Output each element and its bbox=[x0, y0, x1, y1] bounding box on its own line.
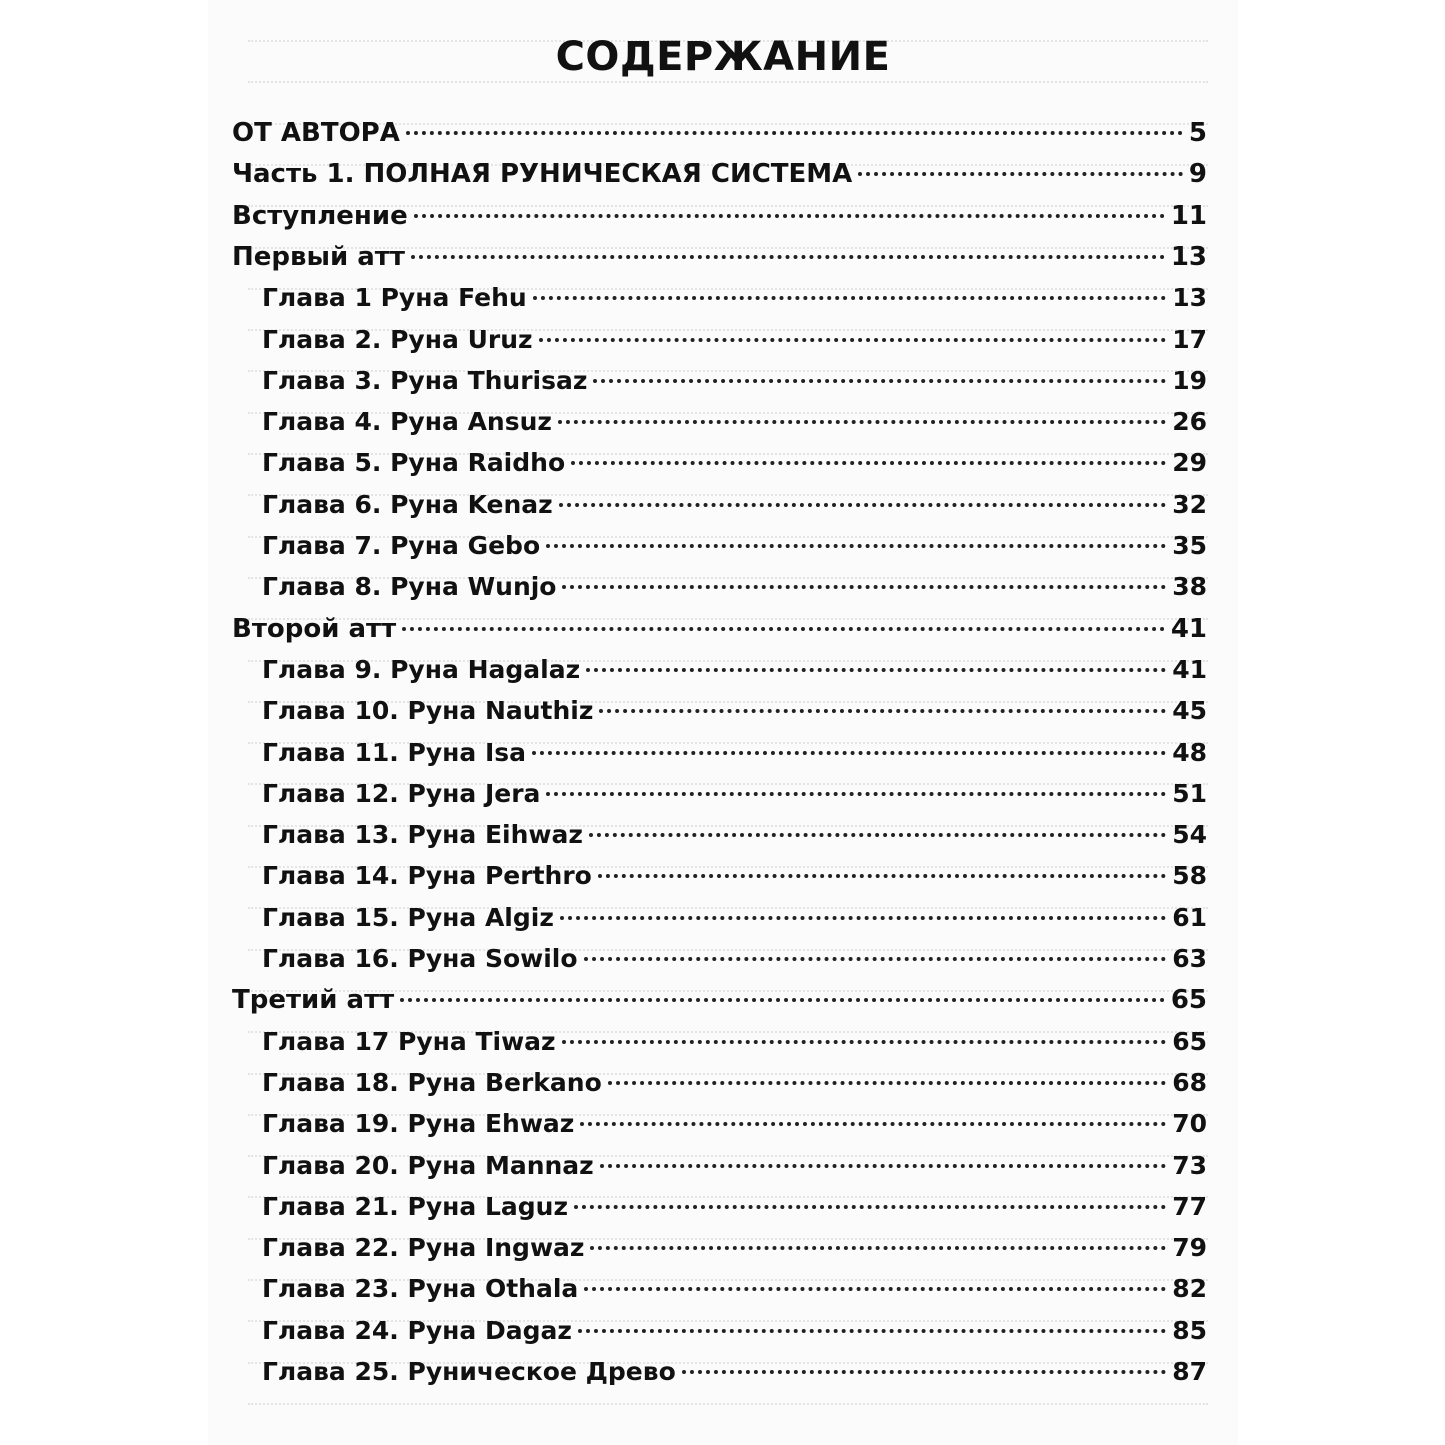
toc-entry-label: Глава 13. Руна Eihwaz bbox=[262, 820, 583, 850]
book-page bbox=[208, 0, 1238, 1445]
dot-leader bbox=[532, 751, 1166, 755]
toc-page-number: 45 bbox=[1172, 696, 1207, 726]
toc-page-number: 19 bbox=[1172, 365, 1207, 395]
toc-chapter bbox=[262, 1027, 1207, 1067]
dot-leader bbox=[539, 338, 1167, 342]
toc-page-number: 61 bbox=[1172, 902, 1207, 932]
toc-entry-label: Глава 12. Руна Jera bbox=[262, 778, 541, 808]
toc-page-number: 26 bbox=[1172, 407, 1207, 437]
dot-leader bbox=[608, 1081, 1166, 1085]
dot-leader bbox=[858, 172, 1183, 176]
dot-leader bbox=[682, 1370, 1166, 1374]
toc-entry-label: Глава 6. Руна Kenaz bbox=[262, 489, 553, 519]
toc-page-number: 63 bbox=[1172, 944, 1207, 973]
dot-leader bbox=[598, 874, 1166, 878]
toc-chapter bbox=[262, 1357, 1207, 1397]
dot-leader bbox=[546, 792, 1166, 796]
toc-chapter bbox=[262, 655, 1207, 695]
page-title: СОДЕРЖАНИЕ bbox=[555, 34, 891, 80]
dot-leader bbox=[590, 1246, 1166, 1250]
toc-chapter bbox=[262, 531, 1207, 571]
toc-page-number: 13 bbox=[1170, 241, 1207, 272]
toc-chapter bbox=[262, 325, 1207, 365]
toc-page-number: 65 bbox=[1170, 985, 1207, 1016]
toc-chapter bbox=[262, 1151, 1207, 1191]
toc-chapter bbox=[262, 1109, 1207, 1149]
dot-leader bbox=[400, 998, 1165, 1002]
toc-entry-label: Глава 3. Руна Thurisaz bbox=[262, 365, 588, 395]
toc-entry-label: Глава 21. Руна Laguz bbox=[262, 1191, 569, 1221]
toc-chapter bbox=[262, 944, 1207, 984]
dot-leader bbox=[584, 957, 1167, 961]
toc-page-number: 5 bbox=[1188, 118, 1207, 148]
dot-leader bbox=[593, 379, 1166, 383]
toc-page-number: 65 bbox=[1172, 1026, 1207, 1056]
dot-leader bbox=[571, 461, 1166, 465]
toc-page-number: 41 bbox=[1170, 613, 1207, 644]
toc-entry-label: Вступление bbox=[232, 200, 408, 231]
toc-chapter bbox=[262, 696, 1207, 736]
toc-entry-label: Глава 10. Руна Nauthiz bbox=[262, 696, 594, 726]
toc-entry-label: Глава 15. Руна Algiz bbox=[262, 902, 554, 932]
toc-page-number: 48 bbox=[1172, 737, 1207, 767]
toc-entry-label: Глава 2. Руна Uruz bbox=[262, 324, 533, 354]
toc-entry-label: Глава 20. Руна Mannaz bbox=[262, 1150, 594, 1180]
toc-page-number: 85 bbox=[1172, 1315, 1207, 1345]
toc-chapter bbox=[262, 366, 1207, 406]
dot-leader bbox=[562, 585, 1166, 589]
toc-page-number: 41 bbox=[1172, 654, 1207, 684]
dot-leader bbox=[599, 709, 1166, 713]
toc-page-number: 11 bbox=[1170, 200, 1207, 231]
dot-leader bbox=[578, 1329, 1166, 1333]
toc-chapter bbox=[262, 572, 1207, 612]
toc-page-number: 54 bbox=[1172, 820, 1207, 850]
dot-leader bbox=[560, 916, 1166, 920]
toc-chapter bbox=[262, 1068, 1207, 1108]
toc-chapter bbox=[262, 1274, 1207, 1314]
dot-leader bbox=[600, 1164, 1166, 1168]
toc-entry-label: Глава 14. Руна Perthro bbox=[262, 861, 592, 891]
toc-page-number: 13 bbox=[1172, 283, 1207, 313]
toc-entry-label: Глава 16. Руна Sowilo bbox=[262, 944, 578, 973]
dot-leader bbox=[558, 420, 1166, 424]
toc-page-number: 51 bbox=[1172, 778, 1207, 808]
dot-leader bbox=[406, 131, 1183, 135]
toc-entry-label: Глава 9. Руна Hagalaz bbox=[262, 654, 581, 684]
toc-page-number: 87 bbox=[1172, 1357, 1207, 1386]
toc-chapter bbox=[262, 861, 1207, 901]
dot-leader bbox=[562, 1040, 1167, 1044]
toc-entry-label: Третий атт bbox=[232, 985, 395, 1016]
dot-leader bbox=[586, 668, 1166, 672]
toc-chapter bbox=[262, 820, 1207, 860]
toc-chapter bbox=[262, 490, 1207, 530]
toc-entry-label: Второй атт bbox=[232, 613, 397, 644]
toc-section bbox=[232, 159, 1207, 199]
toc-section bbox=[232, 201, 1207, 241]
toc-page-number: 9 bbox=[1188, 159, 1207, 190]
toc-chapter bbox=[262, 283, 1207, 323]
toc-page-number: 38 bbox=[1172, 572, 1207, 602]
toc-section bbox=[232, 614, 1207, 654]
toc-page-number: 70 bbox=[1172, 1109, 1207, 1139]
dot-leader bbox=[411, 255, 1165, 259]
toc-entry-label: Глава 19. Руна Ehwaz bbox=[262, 1109, 575, 1139]
toc-page-number: 35 bbox=[1172, 531, 1207, 560]
toc-entry-label: Глава 25. Руническое Древо bbox=[262, 1357, 676, 1386]
toc-section bbox=[232, 118, 1207, 158]
toc-entry-label: Глава 5. Руна Raidho bbox=[262, 448, 566, 478]
toc-section bbox=[232, 985, 1207, 1025]
dot-leader bbox=[589, 833, 1166, 837]
dot-leader bbox=[546, 544, 1166, 548]
toc-page-number: 79 bbox=[1172, 1233, 1207, 1263]
toc-entry-label: Глава 1 Руна Fehu bbox=[262, 283, 527, 313]
toc-entry-label: Глава 7. Руна Gebo bbox=[262, 531, 541, 560]
toc-section bbox=[232, 242, 1207, 282]
toc-chapter bbox=[262, 407, 1207, 447]
toc-chapter bbox=[262, 1233, 1207, 1273]
dot-leader bbox=[533, 296, 1167, 300]
toc-chapter bbox=[262, 448, 1207, 488]
toc-page-number: 82 bbox=[1172, 1274, 1207, 1304]
toc-entry-label: Глава 8. Руна Wunjo bbox=[262, 572, 557, 602]
dot-leader bbox=[574, 1205, 1166, 1209]
toc-chapter bbox=[262, 1192, 1207, 1232]
toc-page-number: 73 bbox=[1172, 1150, 1207, 1180]
dot-leader bbox=[414, 214, 1165, 218]
toc-page-number: 58 bbox=[1172, 861, 1207, 891]
toc-entry-label: Часть 1. ПОЛНАЯ РУНИЧЕСКАЯ СИСТЕМА bbox=[232, 159, 853, 190]
dot-leader bbox=[402, 627, 1165, 631]
toc-chapter bbox=[262, 738, 1207, 778]
toc-entry-label: ОТ АВТОРА bbox=[232, 118, 400, 148]
toc-chapter bbox=[262, 779, 1207, 819]
toc-entry-label: Глава 23. Руна Othala bbox=[262, 1274, 579, 1304]
dot-leader bbox=[580, 1122, 1166, 1126]
toc-entry-label: Глава 17 Руна Tiwaz bbox=[262, 1026, 556, 1056]
dot-leader bbox=[584, 1287, 1166, 1291]
toc-page-number: 68 bbox=[1172, 1067, 1207, 1097]
toc-entry-label: Глава 4. Руна Ansuz bbox=[262, 407, 552, 437]
toc-entry-label: Первый атт bbox=[232, 241, 405, 272]
toc-page-number: 29 bbox=[1172, 448, 1207, 478]
toc-entry-label: Глава 22. Руна Ingwaz bbox=[262, 1233, 585, 1263]
toc-page-number: 32 bbox=[1172, 489, 1207, 519]
toc-entry-label: Глава 18. Руна Berkano bbox=[262, 1067, 602, 1097]
toc-page-number: 17 bbox=[1172, 324, 1207, 354]
toc-entry-label: Глава 24. Руна Dagaz bbox=[262, 1315, 572, 1345]
toc-chapter bbox=[262, 1316, 1207, 1356]
toc-chapter bbox=[262, 903, 1207, 943]
toc-page-number: 77 bbox=[1172, 1191, 1207, 1221]
dot-leader bbox=[559, 503, 1167, 507]
toc-entry-label: Глава 11. Руна Isa bbox=[262, 737, 527, 767]
